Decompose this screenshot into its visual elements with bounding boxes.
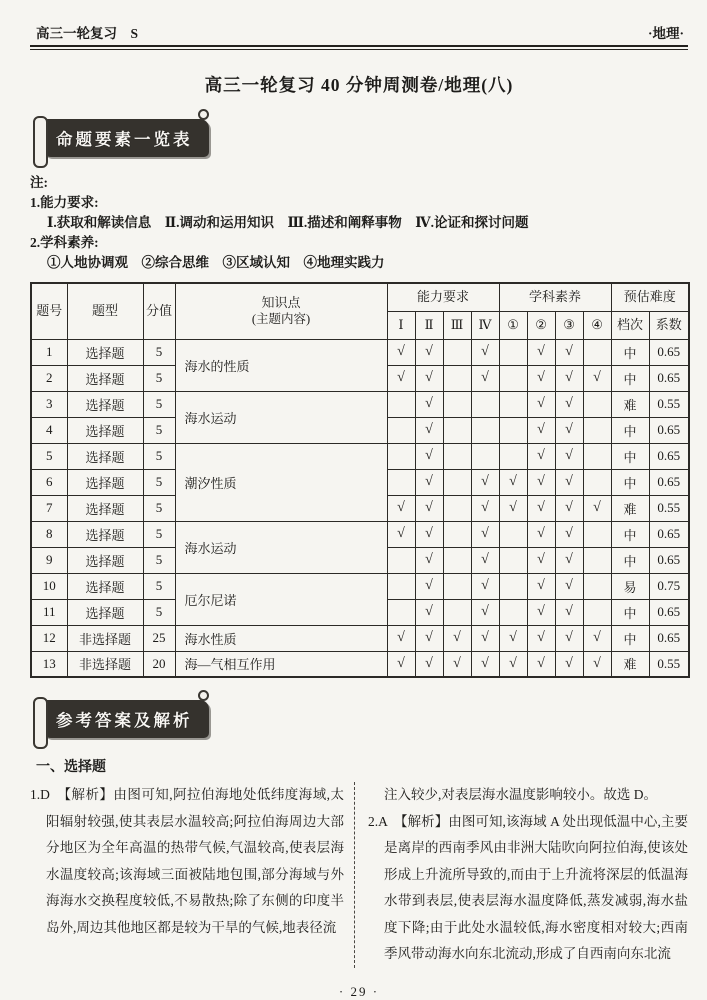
cell-question-type: 选择题 — [67, 495, 143, 521]
cell-topic: 厄尔尼诺 — [175, 573, 387, 625]
cell-score: 5 — [143, 547, 175, 573]
cell-empty — [583, 521, 611, 547]
cell-difficulty-level: 中 — [611, 521, 649, 547]
cell-difficulty-coef: 0.75 — [649, 573, 689, 599]
cell-checkmark: √ — [527, 573, 555, 599]
cell-empty — [471, 391, 499, 417]
cell-question-no: 11 — [31, 599, 67, 625]
cell-topic: 海水的性质 — [175, 339, 387, 391]
col-subheader-9: 系数 — [649, 311, 689, 339]
cell-checkmark: √ — [471, 599, 499, 625]
cell-checkmark: √ — [415, 599, 443, 625]
cell-topic: 海水性质 — [175, 625, 387, 651]
cell-checkmark: √ — [555, 495, 583, 521]
answers-section — [30, 756, 688, 968]
notes-block — [30, 173, 688, 273]
cell-checkmark: √ — [471, 573, 499, 599]
page-number: · 29 · — [338, 983, 380, 999]
cell-question-no: 10 — [31, 573, 67, 599]
col-header-question-no: 题号 — [31, 283, 67, 339]
cell-checkmark: √ — [555, 599, 583, 625]
cell-empty — [387, 417, 415, 443]
notes-ability-title: 1.能力要求: — [30, 195, 99, 210]
cell-question-type: 非选择题 — [67, 651, 143, 677]
cell-empty — [443, 391, 471, 417]
cell-checkmark: √ — [555, 573, 583, 599]
exam-blueprint-table — [30, 282, 690, 678]
cell-checkmark: √ — [555, 365, 583, 391]
cell-checkmark: √ — [415, 339, 443, 365]
col-subheader-4: ① — [499, 311, 527, 339]
cell-score: 5 — [143, 599, 175, 625]
col-group-difficulty: 预估难度 — [611, 283, 689, 311]
cell-empty — [443, 599, 471, 625]
cell-difficulty-level: 难 — [611, 391, 649, 417]
cell-checkmark: √ — [583, 651, 611, 677]
cell-empty — [499, 365, 527, 391]
cell-checkmark: √ — [527, 651, 555, 677]
cell-score: 25 — [143, 625, 175, 651]
cell-checkmark: √ — [415, 521, 443, 547]
cell-empty — [387, 469, 415, 495]
cell-question-type: 选择题 — [67, 573, 143, 599]
col-header-score: 分值 — [143, 283, 175, 339]
cell-checkmark: √ — [527, 339, 555, 365]
cell-difficulty-level: 易 — [611, 573, 649, 599]
cell-empty — [499, 573, 527, 599]
cell-checkmark: √ — [387, 365, 415, 391]
cell-checkmark: √ — [387, 625, 415, 651]
cell-score: 5 — [143, 391, 175, 417]
col-group-ability: 能力要求 — [387, 283, 499, 311]
banner-answers-wrap — [30, 700, 688, 738]
cell-checkmark: √ — [443, 625, 471, 651]
cell-empty — [387, 599, 415, 625]
col-subheader-7: ④ — [583, 311, 611, 339]
cell-empty — [443, 417, 471, 443]
col-header-question-type: 题型 — [67, 283, 143, 339]
running-header — [30, 22, 688, 45]
cell-topic: 潮汐性质 — [175, 443, 387, 521]
cell-checkmark: √ — [471, 495, 499, 521]
cell-empty — [499, 599, 527, 625]
cell-checkmark: √ — [527, 391, 555, 417]
cell-empty — [387, 391, 415, 417]
cell-empty — [443, 443, 471, 469]
header-right-text: ·地理· — [647, 26, 684, 41]
table-row — [31, 573, 689, 599]
cell-difficulty-level: 中 — [611, 599, 649, 625]
cell-question-no: 1 — [31, 339, 67, 365]
cell-empty — [443, 521, 471, 547]
banner-exam-elements: 命题要素一览表 — [42, 119, 209, 157]
cell-checkmark: √ — [499, 625, 527, 651]
page-title: 高三一轮复习 40 分钟周测卷/地理(八) — [204, 75, 514, 95]
cell-difficulty-level: 中 — [611, 625, 649, 651]
cell-difficulty-coef: 0.65 — [649, 625, 689, 651]
answer-paragraph: 1.D 【解析】由图可知,阿拉伯海地处低纬度海域,太阳辐射较强,使其表层水温较高;阿拉伯海周边大部分地区为全年高温的热带气候,气温较高,使表层海水温度较高;该海域三面被陆地包围,部分海域与外海海水交换程度较低,不易散热;除了东侧的印度半岛外,周边其他地区都是较为干旱的气候,地表径流 — [30, 787, 344, 935]
cell-score: 5 — [143, 365, 175, 391]
answer-paragraph: 2.A 【解析】由图可知,该海域 A 处出现低温中心,主要是离岸的西南季风由非洲大陆吹向阿拉伯海,使该处形成上升流所导致的,而由于上升流将深层的低温海水带到表层,使表层海水温度降低,蒸发减弱,海水盐度下降;由于此处水温较低,海水密度相对较大;西南季风带动海水向东北流动,形成了自西南向东北流 — [368, 813, 688, 961]
cell-difficulty-coef: 0.65 — [649, 521, 689, 547]
cell-checkmark: √ — [443, 651, 471, 677]
cell-question-no: 5 — [31, 443, 67, 469]
cell-score: 5 — [143, 495, 175, 521]
cell-question-type: 选择题 — [67, 365, 143, 391]
cell-score: 5 — [143, 521, 175, 547]
col-header-topic — [175, 283, 387, 339]
cell-checkmark: √ — [415, 417, 443, 443]
cell-question-type: 选择题 — [67, 521, 143, 547]
cell-topic: 海—气相互作用 — [175, 651, 387, 677]
cell-score: 20 — [143, 651, 175, 677]
cell-difficulty-coef: 0.65 — [649, 417, 689, 443]
table-head — [31, 283, 689, 339]
col-subheader-5: ② — [527, 311, 555, 339]
cell-difficulty-coef: 0.55 — [649, 495, 689, 521]
cell-checkmark: √ — [387, 521, 415, 547]
cell-checkmark: √ — [555, 521, 583, 547]
col-header-topic-line1: 知识点 — [261, 295, 301, 311]
answer-columns — [30, 782, 688, 968]
cell-checkmark: √ — [499, 495, 527, 521]
cell-checkmark: √ — [415, 443, 443, 469]
cell-question-no: 7 — [31, 495, 67, 521]
cell-question-no: 4 — [31, 417, 67, 443]
cell-checkmark: √ — [555, 469, 583, 495]
cell-empty — [583, 599, 611, 625]
cell-question-type: 选择题 — [67, 599, 143, 625]
cell-empty — [443, 573, 471, 599]
cell-checkmark: √ — [583, 495, 611, 521]
cell-question-type: 选择题 — [67, 547, 143, 573]
cell-difficulty-coef: 0.65 — [649, 365, 689, 391]
cell-question-type: 选择题 — [67, 391, 143, 417]
table-row — [31, 339, 689, 365]
cell-checkmark: √ — [471, 651, 499, 677]
cell-empty — [499, 547, 527, 573]
col-group-literacy: 学科素养 — [499, 283, 611, 311]
table-header-row-groups — [31, 283, 689, 311]
notes-literacy-items: ①人地协调观 ②综合思维 ③区域认知 ④地理实践力 — [47, 255, 385, 270]
cell-question-no: 9 — [31, 547, 67, 573]
table-row — [31, 443, 689, 469]
answer-column-left — [30, 782, 352, 968]
cell-checkmark: √ — [583, 365, 611, 391]
banner-elements-wrap — [30, 119, 688, 157]
cell-checkmark: √ — [415, 391, 443, 417]
table-row — [31, 391, 689, 417]
cell-checkmark: √ — [527, 547, 555, 573]
header-left-text: 高三一轮复习 S — [36, 26, 139, 41]
cell-empty — [583, 391, 611, 417]
cell-difficulty-level: 难 — [611, 495, 649, 521]
cell-empty — [387, 443, 415, 469]
cell-checkmark: √ — [387, 339, 415, 365]
cell-question-type: 非选择题 — [67, 625, 143, 651]
notes-ability-items: Ⅰ.获取和解读信息 Ⅱ.调动和运用知识 Ⅲ.描述和阐释事物 Ⅳ.论证和探讨问题 — [47, 215, 529, 230]
answer-paragraph: 注入较少,对表层海水温度影响较小。故选 D。 — [384, 787, 657, 802]
cell-difficulty-level: 中 — [611, 417, 649, 443]
col-subheader-2: Ⅲ — [443, 311, 471, 339]
cell-empty — [387, 547, 415, 573]
cell-empty — [387, 573, 415, 599]
cell-empty — [583, 573, 611, 599]
cell-checkmark: √ — [555, 651, 583, 677]
col-subheader-1: Ⅱ — [415, 311, 443, 339]
cell-checkmark: √ — [527, 365, 555, 391]
cell-empty — [499, 521, 527, 547]
cell-difficulty-level: 难 — [611, 651, 649, 677]
cell-empty — [443, 365, 471, 391]
cell-checkmark: √ — [527, 443, 555, 469]
cell-difficulty-coef: 0.65 — [649, 469, 689, 495]
cell-checkmark: √ — [499, 651, 527, 677]
cell-checkmark: √ — [555, 391, 583, 417]
table-row — [31, 625, 689, 651]
table-body — [31, 339, 689, 677]
cell-difficulty-coef: 0.55 — [649, 391, 689, 417]
table-row — [31, 521, 689, 547]
cell-checkmark: √ — [387, 651, 415, 677]
cell-checkmark: √ — [415, 625, 443, 651]
cell-checkmark: √ — [471, 625, 499, 651]
cell-score: 5 — [143, 573, 175, 599]
cell-empty — [443, 547, 471, 573]
cell-difficulty-coef: 0.55 — [649, 651, 689, 677]
cell-checkmark: √ — [471, 521, 499, 547]
cell-checkmark: √ — [415, 469, 443, 495]
cell-checkmark: √ — [555, 417, 583, 443]
cell-question-no: 13 — [31, 651, 67, 677]
cell-question-type: 选择题 — [67, 443, 143, 469]
cell-question-type: 选择题 — [67, 469, 143, 495]
cell-empty — [471, 417, 499, 443]
section-title-choice-questions: 一、选择题 — [36, 760, 106, 775]
cell-empty — [499, 443, 527, 469]
cell-checkmark: √ — [471, 365, 499, 391]
cell-checkmark: √ — [555, 625, 583, 651]
cell-topic: 海水运动 — [175, 521, 387, 573]
cell-checkmark: √ — [499, 469, 527, 495]
cell-checkmark: √ — [471, 547, 499, 573]
cell-checkmark: √ — [415, 547, 443, 573]
cell-question-no: 12 — [31, 625, 67, 651]
cell-checkmark: √ — [527, 417, 555, 443]
col-subheader-3: Ⅳ — [471, 311, 499, 339]
cell-score: 5 — [143, 417, 175, 443]
cell-difficulty-coef: 0.65 — [649, 547, 689, 573]
cell-difficulty-coef: 0.65 — [649, 599, 689, 625]
cell-checkmark: √ — [555, 443, 583, 469]
cell-empty — [583, 469, 611, 495]
cell-question-no: 8 — [31, 521, 67, 547]
cell-checkmark: √ — [471, 339, 499, 365]
cell-question-no: 2 — [31, 365, 67, 391]
cell-checkmark: √ — [387, 495, 415, 521]
cell-checkmark: √ — [415, 573, 443, 599]
cell-difficulty-coef: 0.65 — [649, 443, 689, 469]
cell-checkmark: √ — [527, 521, 555, 547]
cell-topic: 海水运动 — [175, 391, 387, 443]
cell-checkmark: √ — [527, 599, 555, 625]
cell-checkmark: √ — [527, 469, 555, 495]
cell-difficulty-level: 中 — [611, 339, 649, 365]
cell-difficulty-level: 中 — [611, 469, 649, 495]
cell-score: 5 — [143, 443, 175, 469]
cell-checkmark: √ — [471, 469, 499, 495]
cell-empty — [583, 417, 611, 443]
cell-empty — [443, 339, 471, 365]
cell-difficulty-level: 中 — [611, 547, 649, 573]
cell-empty — [443, 495, 471, 521]
banner-reference-answers: 参考答案及解析 — [42, 700, 209, 738]
cell-difficulty-coef: 0.65 — [649, 339, 689, 365]
notes-label: 注: — [30, 175, 48, 190]
notes-literacy-title: 2.学科素养: — [30, 235, 99, 250]
cell-question-no: 3 — [31, 391, 67, 417]
cell-difficulty-level: 中 — [611, 365, 649, 391]
cell-question-type: 选择题 — [67, 417, 143, 443]
cell-empty — [499, 339, 527, 365]
cell-empty — [583, 547, 611, 573]
cell-empty — [499, 391, 527, 417]
col-subheader-6: ③ — [555, 311, 583, 339]
cell-difficulty-level: 中 — [611, 443, 649, 469]
cell-score: 5 — [143, 469, 175, 495]
cell-checkmark: √ — [583, 625, 611, 651]
cell-empty — [471, 443, 499, 469]
cell-question-no: 6 — [31, 469, 67, 495]
cell-checkmark: √ — [527, 625, 555, 651]
answer-column-right — [354, 782, 688, 968]
cell-empty — [583, 339, 611, 365]
cell-empty — [499, 417, 527, 443]
cell-score: 5 — [143, 339, 175, 365]
cell-empty — [443, 469, 471, 495]
col-header-topic-line2: (主题内容) — [251, 312, 311, 327]
col-subheader-0: Ⅰ — [387, 311, 415, 339]
cell-checkmark: √ — [415, 651, 443, 677]
header-divider — [30, 45, 688, 50]
cell-checkmark: √ — [555, 547, 583, 573]
cell-checkmark: √ — [527, 495, 555, 521]
col-subheader-8: 档次 — [611, 311, 649, 339]
cell-empty — [583, 443, 611, 469]
cell-checkmark: √ — [415, 495, 443, 521]
cell-checkmark: √ — [415, 365, 443, 391]
table-row — [31, 651, 689, 677]
cell-checkmark: √ — [555, 339, 583, 365]
cell-question-type: 选择题 — [67, 339, 143, 365]
